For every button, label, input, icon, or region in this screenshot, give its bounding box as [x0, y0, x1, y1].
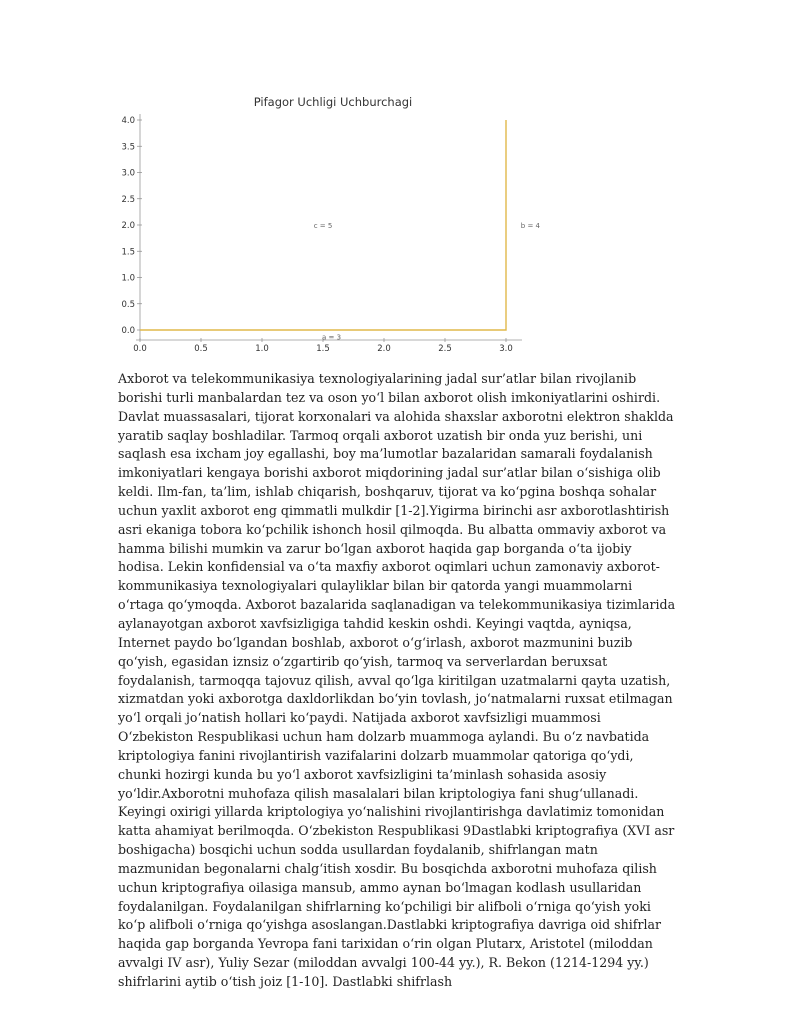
- y-tick-label: 0.0: [121, 326, 135, 336]
- y-tick-label: 0.5: [121, 299, 135, 310]
- chart: [100, 90, 550, 358]
- x-tick-label: 1.0: [255, 344, 269, 354]
- chart-title: Pifagor Uchligi Uchburchagi: [253, 95, 413, 109]
- y-tick-label: 1.0: [121, 273, 135, 284]
- x-tick-label: 3.0: [499, 344, 513, 354]
- y-tick-label: 3.0: [121, 168, 135, 179]
- x-tick-label: 2.0: [377, 344, 391, 354]
- y-tick-label: 2.0: [121, 221, 135, 231]
- y-tick-label: 1.5: [121, 247, 135, 258]
- x-tick-label: 2.5: [438, 344, 452, 354]
- figure: [100, 90, 550, 358]
- body-text: Axborot va telekommunikasiya texnologiyalarining jadal sur’atlar bilan rivojlanib borishi turli manbalardan tez va oson yo‘l bilan axborot olish imkoniyatlarini oshirdi. Davlat muassasalari, tijorat korxonalari va alohida shaxslar axborotni elektron shaklda yaratib saqlay boshladilar. Tarmoq orqali axborot uzatish bir onda yuz berishi, uni saqlash esa ixcham joy egallashi, boy ma’lumotlar bazalaridan samarali foydalanish imkoniyatlari kengaya borishi axborot miqdorining jadal sur’atlar bilan o‘sishiga olib keldi. Ilm-fan, ta’lim, ishlab chiqarish, boshqaruv, tijorat va ko‘pgina boshqa sohalar uchun yaxlit axborot eng qimmatli mulkdir [1-2].Yigirma birinchi asr axborotlashtirish asri ekaniga tobora ko‘pchilik ishonch hosil qilmoqda. Bu albatta ommaviy axborot va hamma bilishi mumkin va zarur bo‘lgan axborot haqida gap borganda o‘ta ijobiy hodisa. Lekin konfidensial va o‘ta maxfiy axborot oqimlari uchun zamonaviy axborot-kommunikasiya texnologiyalari qulayliklar bilan bir qatorda yangi muammolarni o‘rtaga qo‘ymoqda. Axborot bazalarida saqlanadigan va telekommunikasiya tizimlarida aylanayotgan axborot xavfsizligiga tahdid keskin oshdi. Keyingi vaqtda, ayniqsa, Internet paydo bo‘lgandan boshlab, axborot o‘g‘irlash, axborot mazmunini buzib qo‘yish, egasidan iznsiz o‘zgartirib qo‘yish, tarmoq va serverlardan beruxsat foydalanish, tarmoqqa tajovuz qilish, avval qo‘lga kiritilgan uzatmalarni qayta uzatish, xizmatdan yoki axborotga daxldorlikdan bo‘yin tovlash, jo‘natmalarni ruxsat etilmagan yo‘l orqali jo‘natish hollari ko‘paydi. Natijada axborot xavfsizligi muammosi O‘zbekiston Respublikasi uchun ham dolzarb muammoga aylandi. Bu o‘z navbatida kriptologiya fanini rivojlantirish vazifalarini dolzarb muammolar qatoriga qo‘ydi, chunki hozirgi kunda bu yo‘l axborot xavfsizligini ta’minlash sohasida asosiy yo‘ldir.Axborotni muhofaza qilish masalalari bilan kriptologiya fani shug‘ullanadi. Keyingi oxirigi yillarda kriptologiya yo‘nalishini rivojlantirishga davlatimiz tomonidan katta ahamiyat berilmoqda. O‘zbekiston Respublikasi 9Dastlabki kriptografiya (XVI asr boshigacha) bosqichi uchun sodda usullardan foydalanib, shifrlangan matn mazmunidan begonalarni chalg‘itish xosdir. Bu bosqichda axborotni muhofaza qilish uchun kriptografiya oilasiga mansub, ammo aynan bo‘lmagan kodlash usullaridan foydalanilgan. Foydalanilgan shifrlarning ko‘pchiligi bir alifboli o‘rniga qo‘yish yoki ko‘p alifboli o‘rniga qo‘yishga asoslangan.Dastlabki kriptografiya davriga oid shifrlar haqida gap borganda Yevropa fani tarixidan o‘rin olgan Plutarx, Aristotel (miloddan avvalgi IV asr), Yuliy Sezar (miloddan avvalgi 100-44 yy.), R. Bekon (1214-1294 yy.) shifrlarini aytib o‘tish joiz [1-10]. Dastlabki shifrlash: [118, 371, 676, 989]
- side-length-annotation: b = 4: [520, 222, 541, 230]
- y-tick-label: 4.0: [121, 116, 135, 126]
- y-tick-label: 3.5: [121, 142, 135, 153]
- side-length-annotation: a = 3: [322, 333, 342, 342]
- x-tick-label: 1.5: [316, 344, 330, 354]
- side-length-annotation: c = 5: [313, 222, 333, 230]
- x-tick-label: 0.0: [133, 344, 147, 354]
- x-tick-label: 0.5: [194, 344, 208, 354]
- y-tick-label: 2.5: [121, 194, 135, 205]
